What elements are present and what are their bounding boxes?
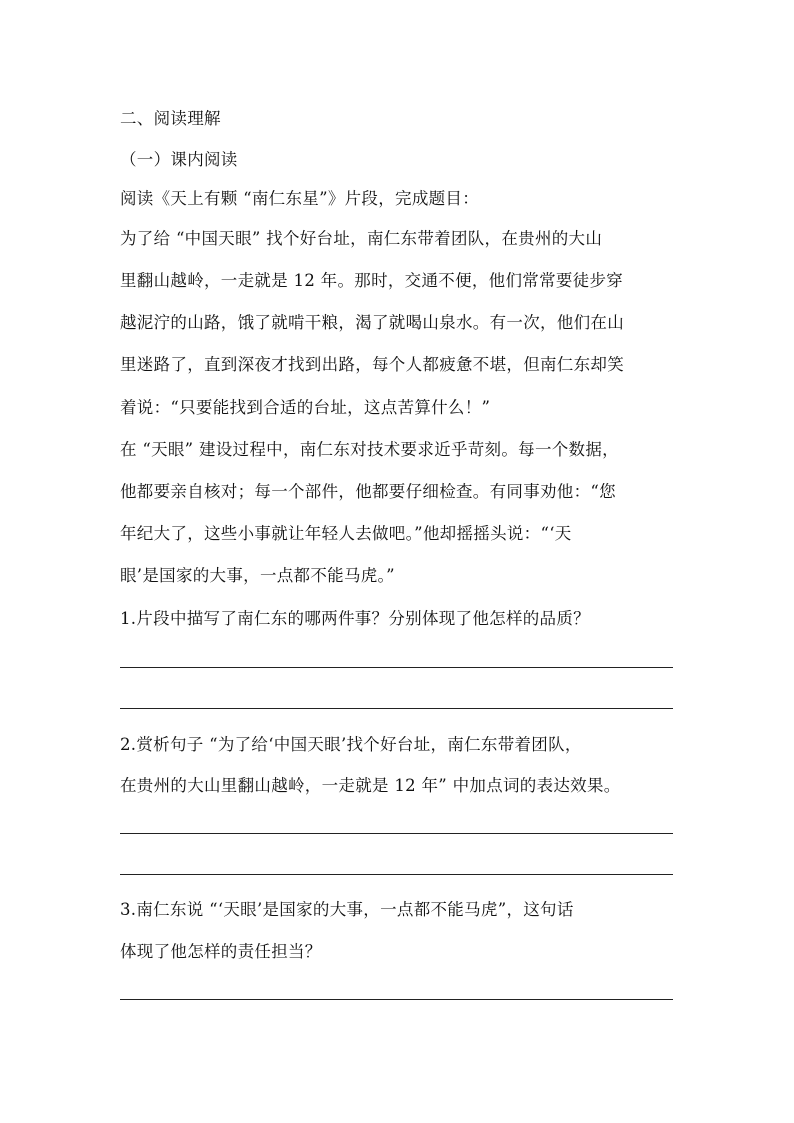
passage-line: 在 “天眼” 建设过程中，南仁东对技术要求近乎苛刻。每一个数据， bbox=[120, 440, 619, 459]
answer-line[interactable] bbox=[120, 833, 673, 834]
reading-instruction: 阅读《天上有颗 “南仁东星”》片段，完成题目： bbox=[120, 189, 480, 208]
passage-line: 年纪大了，这些小事就让年轻人去做吧。”他却摇摇头说：“‘天 bbox=[120, 524, 572, 543]
question-text: 3.南仁东说 “‘天眼’是国家的大事，一点都不能马虎”，这句话 bbox=[120, 900, 574, 919]
passage-line: 他都要亲自核对；每一个部件，他都要仔细检查。有同事劝他：“您 bbox=[120, 482, 616, 501]
passage-line: 着说：“只要能找到合适的台址，这点苦算什么！” bbox=[120, 398, 491, 417]
section-heading: 二、阅读理解 bbox=[120, 109, 221, 128]
question-text: 1.片段中描写了南仁东的哪两件事？分别体现了他怎样的品质？ bbox=[120, 609, 590, 628]
passage-line: 眼’是国家的大事，一点都不能马虎。” bbox=[120, 566, 395, 585]
passage-line: 越泥泞的山路，饿了就啃干粮，渴了就喝山泉水。有一次，他们在山 bbox=[120, 313, 624, 332]
passage-line: 里迷路了，直到深夜才找到出路，每个人都疲惫不堪，但南仁东却笑 bbox=[120, 355, 624, 374]
question-text: 在贵州的大山里翻山越岭，一走就是 12 年” 中加点词的表达效果。 bbox=[120, 776, 621, 795]
answer-line[interactable] bbox=[120, 999, 673, 1000]
answer-line[interactable] bbox=[120, 667, 673, 668]
passage-line: 为了给 “中国天眼” 找个好台址，南仁东带着团队，在贵州的大山 bbox=[120, 229, 603, 248]
passage-line: 里翻山越岭，一走就是 12 年。那时，交通不便，他们常常要徒步穿 bbox=[120, 271, 624, 290]
question-text: 体现了他怎样的责任担当？ bbox=[120, 942, 322, 961]
section-subheading: （一）课内阅读 bbox=[120, 150, 238, 169]
question-text: 2.赏析句子 “为了给‘中国天眼’找个好台址，南仁东带着团队， bbox=[120, 735, 582, 754]
answer-line[interactable] bbox=[120, 874, 673, 875]
answer-line[interactable] bbox=[120, 708, 673, 709]
